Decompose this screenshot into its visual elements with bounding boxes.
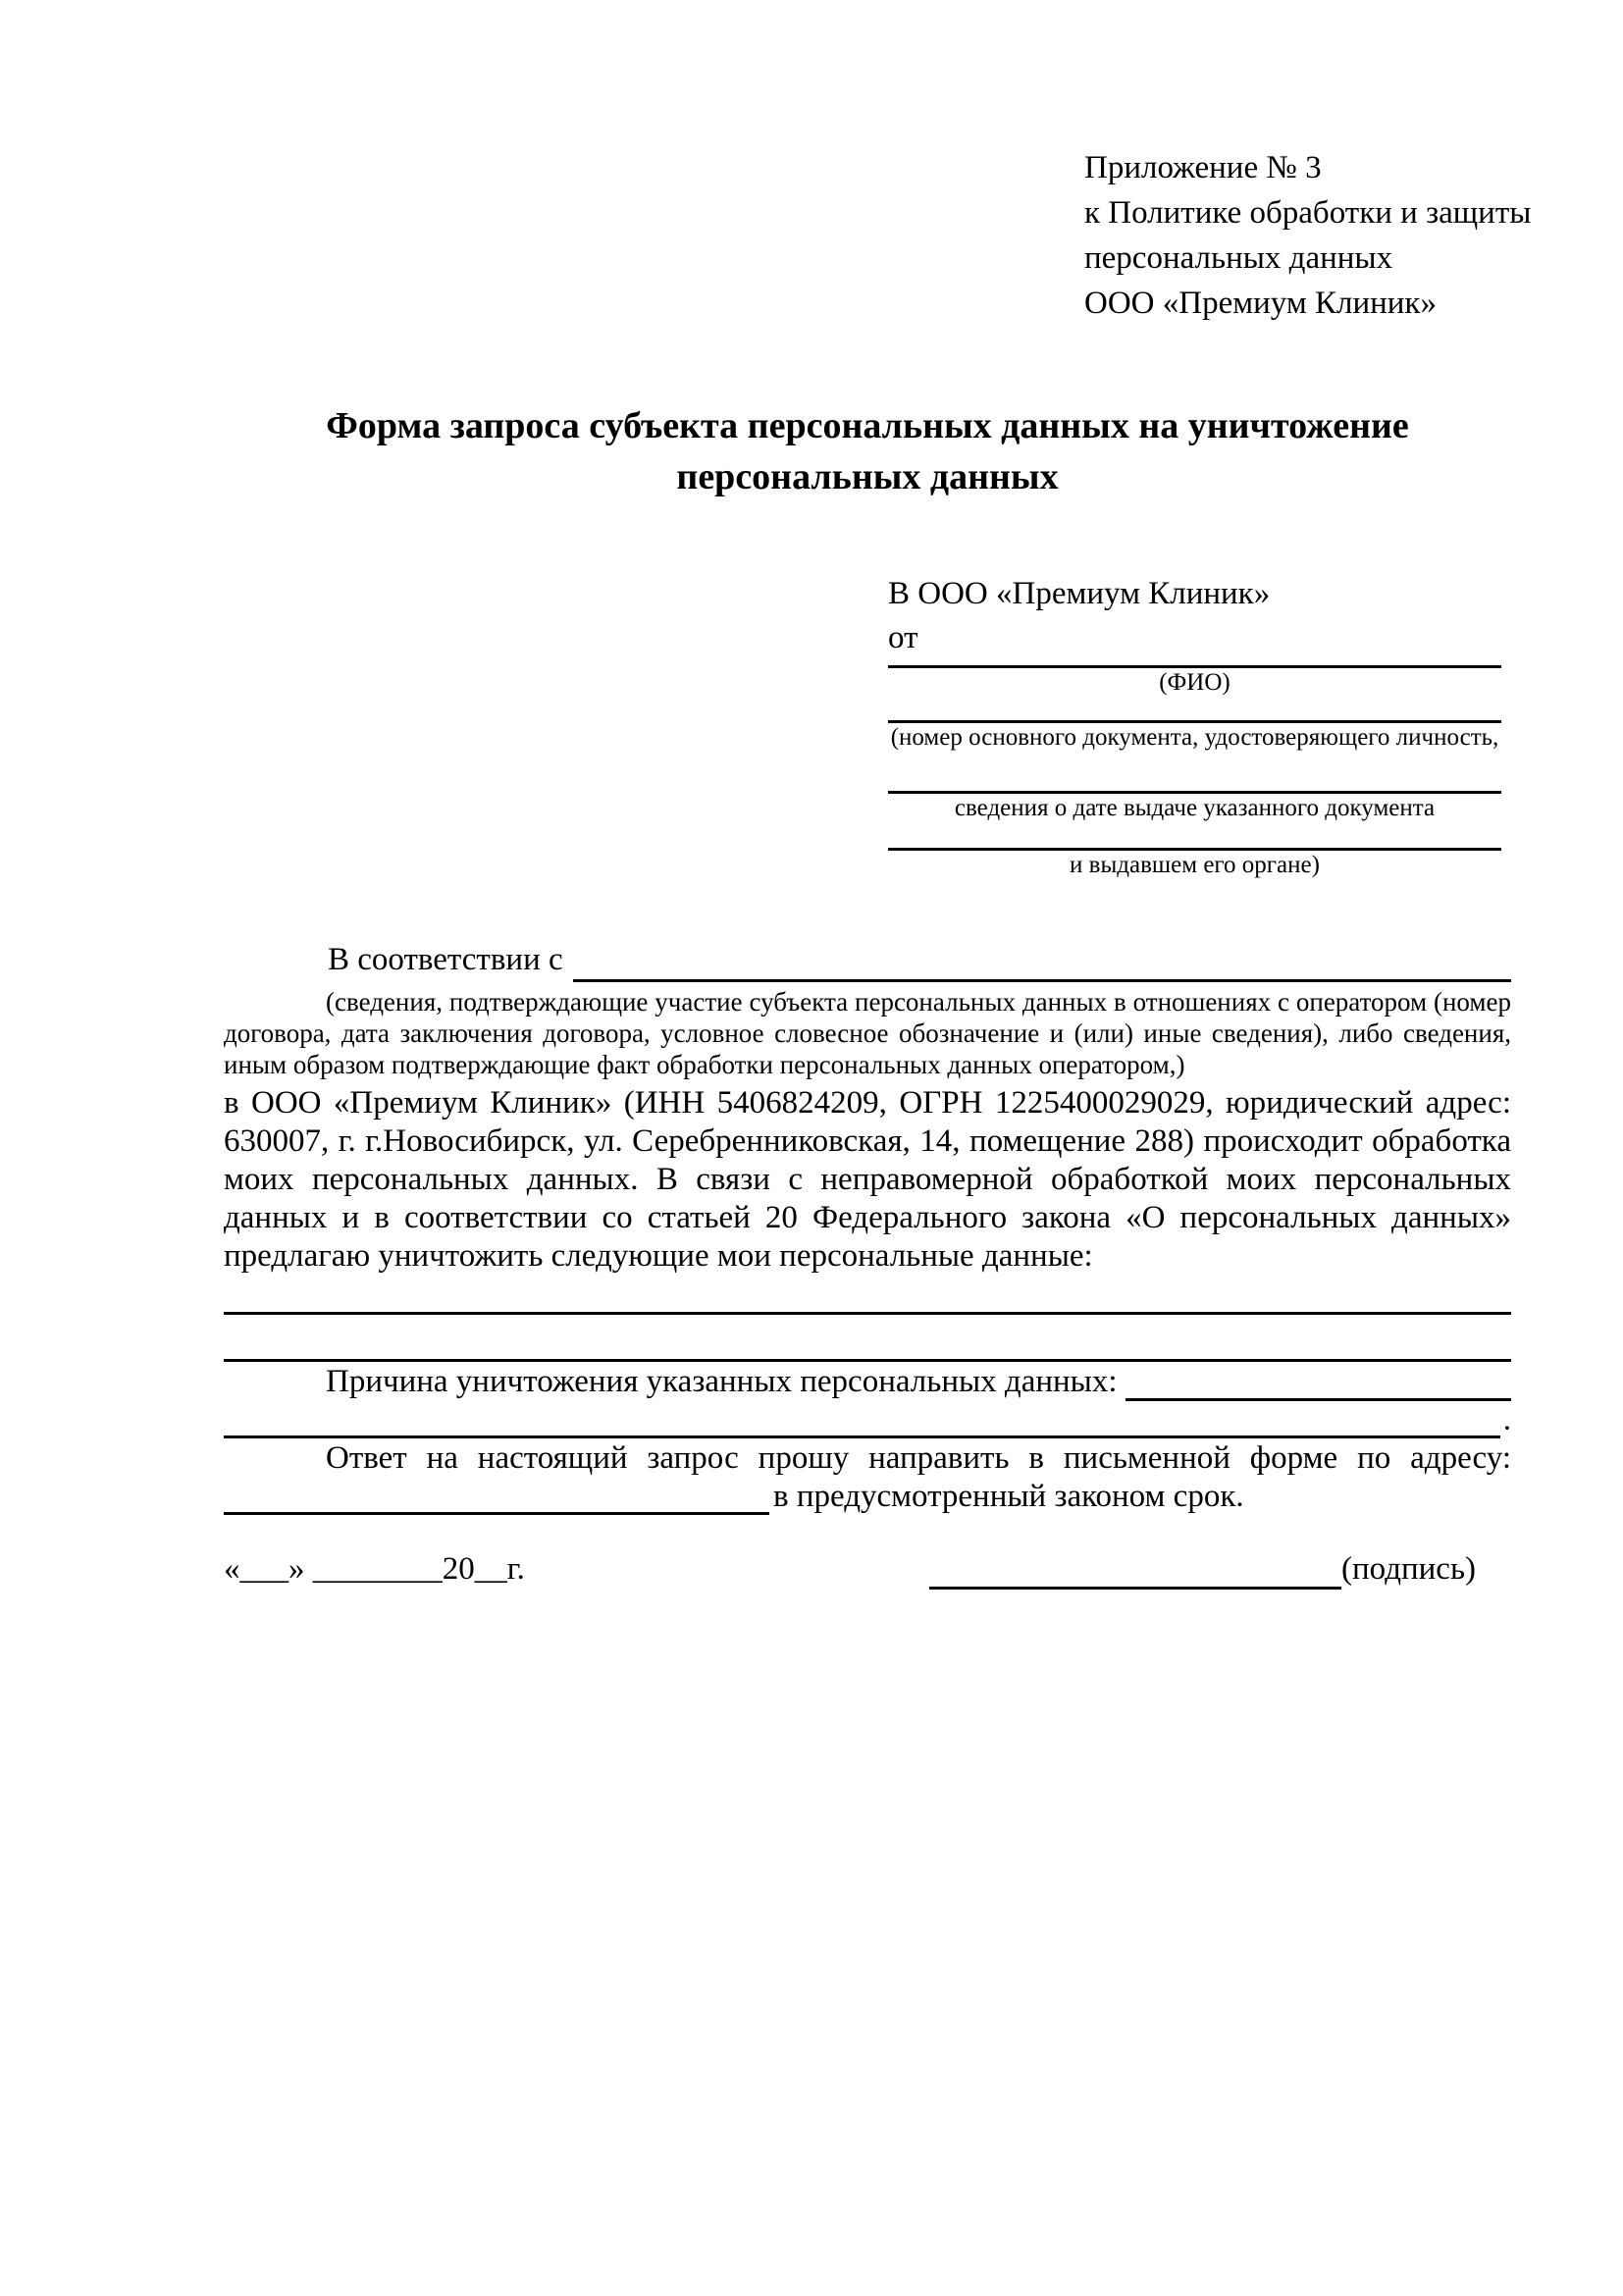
reason-blank-line-2 bbox=[224, 1401, 1511, 1438]
id-document-caption: (номер основного документа, удостоверяющего личность, bbox=[890, 724, 1499, 751]
reason-blank-rule bbox=[224, 1401, 1500, 1438]
appendix-line-3: персональных данных bbox=[1084, 240, 1393, 276]
reason-label: Причина уничтожения указанных персональных данных: bbox=[326, 1364, 1118, 1399]
response-request-line: Ответ на настоящий запрос прошу направить в письменной форме по адресу: bbox=[326, 1440, 1511, 1476]
id-document-blank-line bbox=[888, 697, 1501, 723]
issue-date-caption: сведения о дате выдаче указанного документа bbox=[954, 795, 1436, 821]
document-body bbox=[224, 937, 1511, 1590]
signature-blank-line bbox=[929, 1554, 1341, 1590]
reason-blank-line bbox=[1126, 1372, 1511, 1401]
trailing-period: . bbox=[1502, 1402, 1511, 1437]
issuer-caption: и выдавшем его органе) bbox=[1070, 852, 1320, 878]
address-blank-line bbox=[224, 1482, 769, 1515]
fio-caption: (ФИО) bbox=[1159, 669, 1230, 696]
document-title: Форма запроса субъекта персональных данных на уничтожение персональных данных bbox=[326, 405, 1409, 497]
personal-data-blank-line-2 bbox=[224, 1315, 1511, 1362]
date-signature-row bbox=[224, 1548, 1511, 1590]
addressee-org: В ООО «Премиум Клиник» bbox=[888, 576, 1271, 611]
response-suffix: в предусмотренный законом срок. bbox=[773, 1479, 1244, 1514]
issuer-blank-line bbox=[888, 822, 1501, 851]
appendix-line-2: к Политике обработки и защиты bbox=[1084, 195, 1532, 231]
main-paragraph: в ООО «Премиум Клиник» (ИНН 5406824209, ОГРН 1225400029029, юридический адрес: 630007, г. г.Новосибирск, ул. Серебренниковская, 14, помещение 288) происходит обработка моих персональных данных. В связи с неправомерной обработкой моих персональных данных и в соответствии со статьей 20 Федерального закона «О персональных данных» предлагаю уничтожить следующие мои персональные данные: bbox=[224, 1085, 1511, 1274]
appendix-line-4: ООО «Премиум Клиник» bbox=[1084, 286, 1437, 321]
reason-line bbox=[224, 1362, 1511, 1401]
appendix-line-1: Приложение № 3 bbox=[1084, 150, 1322, 185]
addressee-from-label: от bbox=[888, 620, 918, 655]
personal-data-blank-line-1 bbox=[224, 1276, 1511, 1315]
accordance-prefix: В соответствии с bbox=[328, 942, 563, 977]
signature-caption: (подпись) bbox=[1341, 1551, 1476, 1587]
addressee-block bbox=[888, 572, 1501, 879]
accordance-blank-line bbox=[573, 945, 1511, 982]
response-address-line bbox=[224, 1478, 1511, 1515]
accordance-line bbox=[224, 937, 1511, 982]
issue-date-blank-line bbox=[888, 752, 1501, 794]
date-template: «___» ________20__г. bbox=[224, 1551, 525, 1587]
appendix-header bbox=[1084, 145, 1531, 326]
fio-blank-line bbox=[888, 660, 1501, 668]
accordance-footnote: (сведения, подтверждающие участие субъекта персональных данных в отношениях с оператором (номер договора, дата заключения договора, условное словесное обозначение и (или) иные сведения), либо сведения, иным образом подтверждающие факт обработки персональных данных оператором,) bbox=[224, 987, 1511, 1079]
